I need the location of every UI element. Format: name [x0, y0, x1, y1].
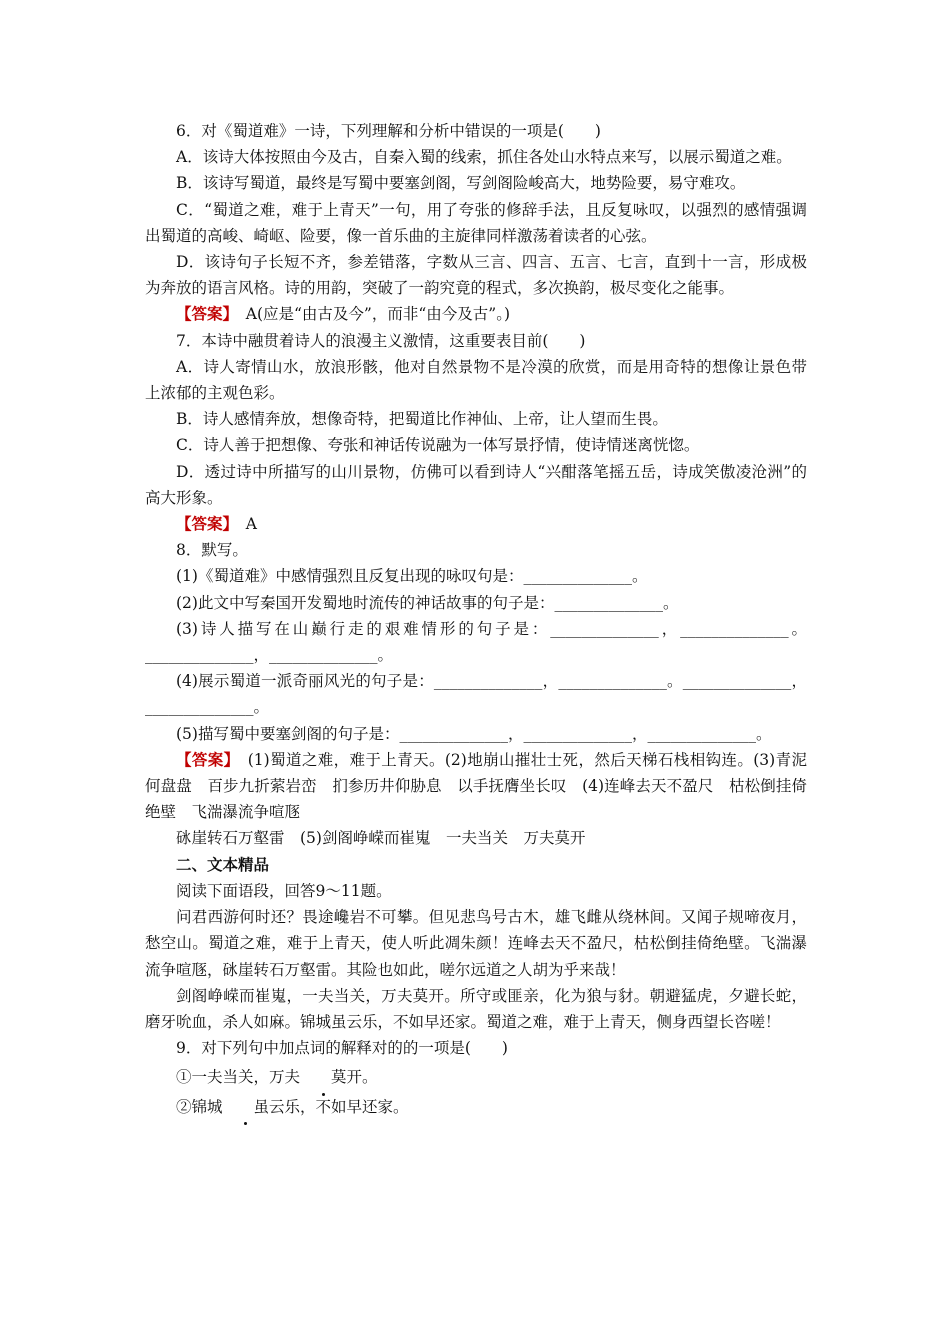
q9-item-2-text: ②锦城 — [176, 1097, 223, 1116]
q7-answer — [145, 511, 807, 537]
poem-paragraph-1: 问君西游何时还？畏途巉岩不可攀。但见悲鸟号古木，雄飞雌从绕林间。又闻子规啼夜月，愁空山。蜀道之难，难于上青天，使人听此凋朱颜！连峰去天不盈尺，枯松倒挂倚绝壁。飞湍瀑流争喧豗，砯崖转石万壑雷。其险也如此，嗟尔远道之人胡为乎来哉！ — [145, 908, 807, 979]
q7-stem: 7．本诗中融贯着诗人的浪漫主义激情，这重要表目前( ) — [176, 331, 586, 350]
q9-item-2-tail: 云乐，不如早还家。 — [269, 1097, 409, 1116]
answer-tag: 【答案】 — [176, 514, 231, 534]
q7-option-b: B．诗人感情奔放，想像奇特，把蜀道比作神仙、上帝，让人望而生畏。 — [176, 410, 668, 429]
section-heading: 二、文本精品 — [176, 854, 270, 874]
reading-intro: 阅读下面语段，回答9～11题。 — [176, 881, 392, 900]
answer-tag: 【答案】 — [176, 304, 231, 324]
q6-option-b: B．该诗写蜀道，最终是写蜀中要塞剑阁，写剑阁险峻高大，地势险要，易守难攻。 — [176, 174, 746, 193]
q8-sub-1: (1)《蜀道难》中感情强烈且反复出现的咏叹句是：______________。 — [176, 567, 648, 586]
emphasis-dot-word: 虽 — [223, 1094, 270, 1120]
q9-item-1-text: ①一夫当关，万夫 — [176, 1068, 301, 1087]
q7-answer-text: A — [230, 515, 257, 534]
q9-item-2 — [145, 1094, 807, 1120]
q7-option-d: D．透过诗中所描写的山川景物，仿佛可以看到诗人“兴酣落笔摇五岳，诗成笑傲凌沧洲”的高大形象。 — [145, 462, 807, 507]
q8-stem: 8．默写。 — [176, 541, 248, 560]
q8-sub-2: (2)此文中写秦国开发蜀地时流传的神话故事的句子是：______________。 — [176, 593, 679, 612]
q9-item-1 — [145, 1064, 807, 1090]
q6-option-d: D．该诗句子长短不齐，参差错落，字数从三言、四言、五言、七言，直到十一言，形成极为奔放的语言风格。诗的用韵，突破了一韵究竟的程式，多次换韵，极尽变化之能事。 — [145, 253, 807, 298]
poem-paragraph-2: 剑阁峥嵘而崔嵬，一夫当关，万夫莫开。所守或匪亲，化为狼与豺。朝避猛虎，夕避长蛇，磨牙吮血，杀人如麻。锦城虽云乐，不如早还家。蜀道之难，难于上青天，侧身西望长咨嗟！ — [145, 986, 807, 1031]
q6-stem: 6．对《蜀道难》一诗，下列理解和分析中错误的一项是( ) — [176, 122, 601, 140]
q8-sub-4: (4)展示蜀道一派奇丽风光的句子是：______________，______________。______________，______________。 — [145, 672, 807, 717]
q9-item-1-tail: 开。 — [346, 1068, 378, 1087]
q8-answer — [145, 747, 807, 826]
emphasis-dot-word: 莫 — [300, 1064, 347, 1090]
q8-sub-3: (3)诗人描写在山巅行走的艰难情形的句子是：______________，______________。______________，______________。 — [145, 619, 807, 665]
q7-option-a: A．诗人寄情山水，放浪形骸，他对自然景物不是冷漠的欣赏，而是用奇特的想像让景色带上浓郁的主观色彩。 — [145, 357, 807, 403]
q7-option-c: C．诗人善于把想像、夸张和神话传说融为一体写景抒情，使诗情迷离恍惚。 — [176, 436, 700, 455]
answer-tag: 【答案】 — [176, 749, 232, 769]
q6-option-a: A．该诗大体按照由今及古，自秦入蜀的线索，抓住各处山水特点来写，以展示蜀道之难。 — [176, 148, 792, 167]
q8-answer-text: (1)蜀道之难，难于上青天。(2)地崩山摧壮士死，然后天梯石栈相钩连。(3)青泥何盘盘 百步九折萦岩峦 扪参历井仰胁息 以手抚膺坐长叹 (4)连峰去天不盈尺 枯松倒挂倚绝壁 飞湍瀑流争喧豗 — [145, 750, 807, 822]
q6-option-c: C．“蜀道之难，难于上青天”一句，用了夸张的修辞手法，且反复咏叹，以强烈的感情强调出蜀道的高峻、崎岖、险要，像一首乐曲的主旋律同样激荡着读者的心弦。 — [145, 200, 807, 245]
q6-answer-text: A(应是“由古及今”，而非“由今及古”。) — [230, 305, 511, 324]
q9-stem: 9．对下列句中加点词的解释对的的一项是( ) — [176, 1039, 508, 1058]
q8-answer-continued: 砯崖转石万壑雷 (5)剑阁峥嵘而崔嵬 一夫当关 万夫莫开 — [176, 829, 586, 848]
q6-answer — [145, 301, 807, 327]
q8-sub-5: (5)描写蜀中要塞剑阁的句子是：______________，______________，______________。 — [176, 724, 772, 743]
